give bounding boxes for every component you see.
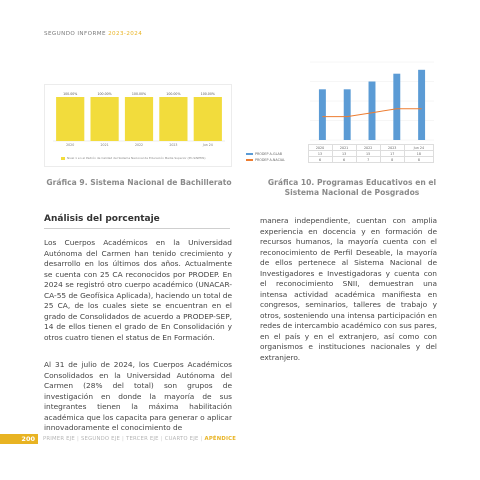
- footer-nav-item[interactable]: APÉNDICE: [204, 436, 237, 442]
- x-tick-label: Jun 24: [404, 145, 433, 151]
- x-tick-label: 2022: [356, 145, 380, 151]
- table-cell: 13: [308, 151, 332, 157]
- body-paragraph-3: manera independiente, cuentan con amplia experiencia en docencia y en formación de recursos humanos, la mayoría cuenta con el reconocimiento de Perfil Deseable, la mayoría de ellos pertenece al Sistema Nacional de Investigadores e Investigadoras y cuenta con el reconocimiento SNII, demuestran una intensa actividad académica manifiesta en congresos, seminarios, talleres de trabajo y otros, sosteniendo una intensa participación en redes de intercambio académico con sus pares, en el país y en el extranjero, así como con organismos e instituciones nacionales y del extranjero.: [260, 216, 437, 362]
- bar: [418, 70, 425, 140]
- data-label: 100.00%: [97, 92, 112, 96]
- header-year: 2023-2024: [108, 31, 143, 37]
- table-cell: 7: [356, 157, 380, 163]
- table-cell: 6: [308, 157, 332, 163]
- series-label: PRODEP A-NACIAL: [246, 157, 308, 163]
- x-tick-label: 2022: [134, 143, 144, 147]
- report-header: [44, 31, 142, 37]
- table-cell: 8: [404, 157, 433, 163]
- header-title: SEGUNDO INFORME: [44, 31, 106, 37]
- bar: [319, 89, 326, 140]
- legend-label: Nivel 1 en el Padrón de Calidad del Sistema Nacional de Educación Media Superior (PC-SiNEMS): [67, 156, 206, 160]
- footer-navigation: [43, 434, 238, 444]
- table-row: [246, 157, 434, 163]
- chart-bachillerato: [44, 84, 232, 167]
- x-tick-label: 2023: [169, 143, 178, 147]
- legend-swatch: [246, 153, 253, 155]
- chart-posgrados: [246, 56, 434, 167]
- footer-nav-item[interactable]: CUARTO EJE: [164, 436, 199, 442]
- chart-bachillerato-legend: [61, 156, 206, 160]
- x-tick-label: 2023: [380, 145, 404, 151]
- body-paragraph-1: Los Cuerpos Académicos en la Universidad Autónoma del Carmen han tenido crecimiento y desarrollo en los últimos dos años. Actualmente se cuenta con 25 CA reconocidos por PRODEP. En 2024 se registró otro cuerpo académico (UNACAR-CA-55 de Geofísica Aplicada), haciendo un total de 25 CA, de los cuales siete se encuentran en el grado de Consolidados de acuerdo a PRODEP-SEP, 14 de ellos tienen el grado de En Consolidación y otros cuatro tienen el status de En Formación.: [44, 238, 232, 342]
- bar: [125, 97, 153, 141]
- table-cell: 8: [380, 157, 404, 163]
- bar: [369, 82, 376, 141]
- data-label: 100.00%: [166, 92, 181, 96]
- nav-separator: |: [160, 436, 163, 442]
- x-tick-label: 2021: [332, 145, 356, 151]
- table-cell: 18: [404, 151, 433, 157]
- x-tick-label: 2020: [308, 145, 332, 151]
- body-paragraph-2: Al 31 de julio de 2024, los Cuerpos Académicos Consolidados en la Universidad Autónoma del Carmen (28% del total) son grupos de investigación en donde la mayoría de sus integrantes tienen la máxima habilitación académica que los capacita para generar o aplicar innovadoramente el conocimiento de: [44, 360, 232, 432]
- nav-separator: |: [76, 436, 79, 442]
- x-tick-label: 2021: [100, 143, 109, 147]
- data-label: 100.00%: [131, 92, 147, 96]
- footer-nav-item[interactable]: PRIMER EJE: [43, 436, 75, 442]
- chart-bachillerato-plot: [45, 85, 231, 155]
- footer-nav-item[interactable]: SEGUNDO EJE: [80, 436, 121, 442]
- bar: [194, 97, 222, 141]
- table-cell: 6: [332, 157, 356, 163]
- bar: [90, 97, 118, 141]
- footer-nav-item[interactable]: TERCER EJE: [126, 436, 159, 442]
- bar: [159, 97, 187, 141]
- bar: [56, 97, 84, 141]
- legend-swatch: [61, 157, 65, 160]
- nav-separator: |: [200, 436, 203, 442]
- section-title: Análisis del porcentaje: [44, 214, 160, 224]
- table-cell: 13: [332, 151, 356, 157]
- chart-posgrados-data-table: [246, 144, 434, 163]
- x-tick-label: 2020: [66, 143, 75, 147]
- page-number: 200: [0, 434, 38, 444]
- caption-chart-10: Gráfica 10. Programas Educativos en el Sistema Nacional de Posgrados: [267, 178, 437, 197]
- chart-posgrados-plot: [246, 56, 434, 144]
- series-label: PRODEP A-GLAB: [246, 151, 308, 157]
- legend-swatch: [246, 159, 253, 161]
- caption-chart-9: Gráfica 9. Sistema Nacional de Bachillerato: [46, 178, 232, 187]
- data-label: 100.00%: [63, 92, 78, 96]
- nav-separator: |: [122, 436, 125, 442]
- title-divider: [44, 228, 230, 229]
- x-tick-label: Jun 24: [202, 143, 213, 147]
- table-cell: 15: [356, 151, 380, 157]
- bar: [393, 74, 400, 140]
- data-label: 100.00%: [200, 92, 215, 96]
- table-cell: 17: [380, 151, 404, 157]
- bar: [344, 89, 351, 140]
